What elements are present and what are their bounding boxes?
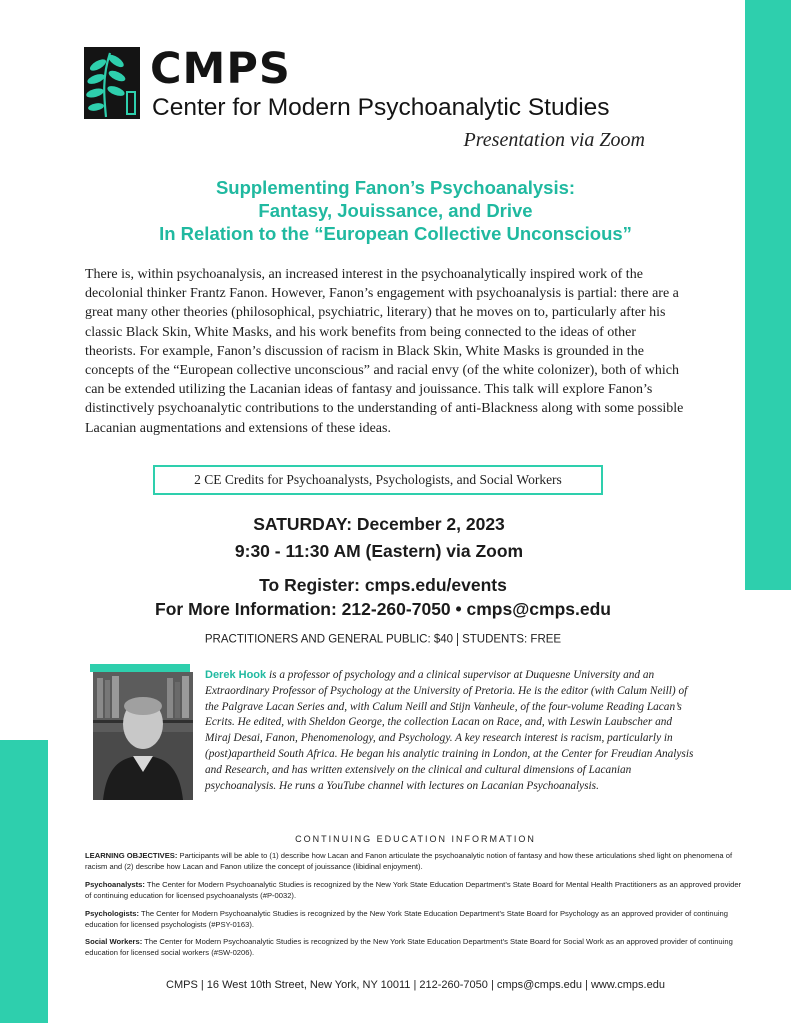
brand-name: CMPS [150,44,291,94]
pricing [0,633,766,646]
event-time: 9:30 - 11:30 AM (Eastern) via Zoom [234,541,524,561]
contact-info[interactable]: For More Information: 212-260-7050 • cmps@cmps.edu [155,599,611,619]
event-title [0,176,791,245]
ce-credits-box: 2 CE Credits for Psychoanalysts, Psychologists, and Social Workers [153,465,603,495]
abstract-paragraph: There is, within psychoanalysis, an increased interest in the psychoanalytically inspired work of the decolonial thinker Frantz Fanon. However, Fanon’s engagement with psychoanalysis is partial: there are a great many other theories (philosophical, psychiatric, literary) that he moves on to, particularly after his classic Black Skin, White Masks, and his work benefits from being connected to the ideas of other theorists. For example, Fanon’s discussion of racism in Black Skin, White Masks is grounded in the concepts of the “European collective unconscious” and racial envy (of the white colonizer), both of which can be extended utilizing the Lacanian ideas of fantasy and jouissance. This talk will explore Fanon’s distinctively psychoanalytic contributions to the understanding of anti-Blackness along with some possible Lacanian augmentations and extensions of these ideas. [85,267,684,436]
ce-social-workers [85,937,745,958]
brand-subtitle: Center for Modern Psychoanalytic Studies [152,94,610,121]
ce-psychoanalysts-text: The Center for Modern Psychoanalytic Studies is recognized by the New York State Education Department’s State Board for Mental Health Practitioners as an approved provider of continuing education for licensed psychoanalysts (#P-0032). [85,880,742,900]
ce-psychologists-label: Psychologists: [85,909,140,918]
accent-bar-right [745,0,791,590]
speaker-name: Derek Hook [205,669,267,681]
ce-psychoanalysts-label: Psychoanalysts: [85,880,145,889]
price-students: STUDENTS: FREE [462,633,562,646]
presentation-mode: Presentation via Zoom [463,129,645,151]
ce-objectives-label: LEARNING OBJECTIVES: [85,851,178,860]
footer-contact: CMPS | 16 West 10th Street, New York, NY 10011 | 212-260-7050 | cmps@cmps.edu | www.cmps.edu [166,979,665,991]
ce-heading: CONTINUING EDUCATION INFORMATION [295,834,536,844]
register-info[interactable]: To Register: cmps.edu/events [259,575,507,595]
event-date: SATURDAY: December 2, 2023 [253,514,505,534]
ce-social-label: Social Workers: [85,937,143,946]
speaker-bio-text: is a professor of psychology and a clinical supervisor at Duquesne University and an Extraordinary Professor of Psychology at the University of Pretoria. He is the editor (with Calum Neill) of the Palgrave Lacan Series and, with Calum Neill and Stijn Vanheule, of the four-volume Reading Lacan’s Ecrits. He edited, with Sheldon George, the collection Lacan on Race, and, with Leswin Laubscher and Miraj Desai, Fanon, Phenomenology, and Psychology. A key research interest is racism, particularly in (post)apartheid South Africa. He began his analytic training in London, at the Center for Freudian Analysis and Research, and has written extensively on the clinical and cultural dimensions of Lacanian psychoanalysis. He runs a YouTube channel with lectures on Lacanian Psychoanalysis. [205,669,694,792]
title-line-3: In Relation to the “European Collective Unconscious” [159,223,632,244]
leaf-logo-icon [84,47,140,119]
speaker-bio [205,668,695,794]
divider [457,633,458,646]
ce-psychoanalysts [85,880,745,901]
photo-accent [90,664,190,672]
title-line-2: Fantasy, Jouissance, and Drive [258,200,533,221]
title-line-1: Supplementing Fanon’s Psychoanalysis: [215,177,576,198]
ce-psychologists-text: The Center for Modern Psychoanalytic Studies is recognized by the New York State Education Department’s State Board for Psychology as an approved provider of continuing education for licensed psychologists (#PSY-0163). [85,909,729,929]
ce-social-text: The Center for Modern Psychoanalytic Studies is recognized by the New York State Education Department’s State Board for Social Work as an approved provider of continuing education for licensed social workers (#SW-0206). [85,937,733,957]
ce-objectives-text: Participants will be able to (1) describe how Lacan and Fanon articulate the psychoanalytic notion of fantasy and how these articulations shed light on phenomena of racism and (2) describe how Lacan and Fanon utilize the concept of jouissance (libidinal enjoyment). [85,851,733,871]
ce-learning-objectives [85,851,745,872]
speaker-photo [93,672,193,800]
price-public: PRACTITIONERS AND GENERAL PUBLIC: $40 [204,633,454,646]
ce-psychologists [85,909,745,930]
